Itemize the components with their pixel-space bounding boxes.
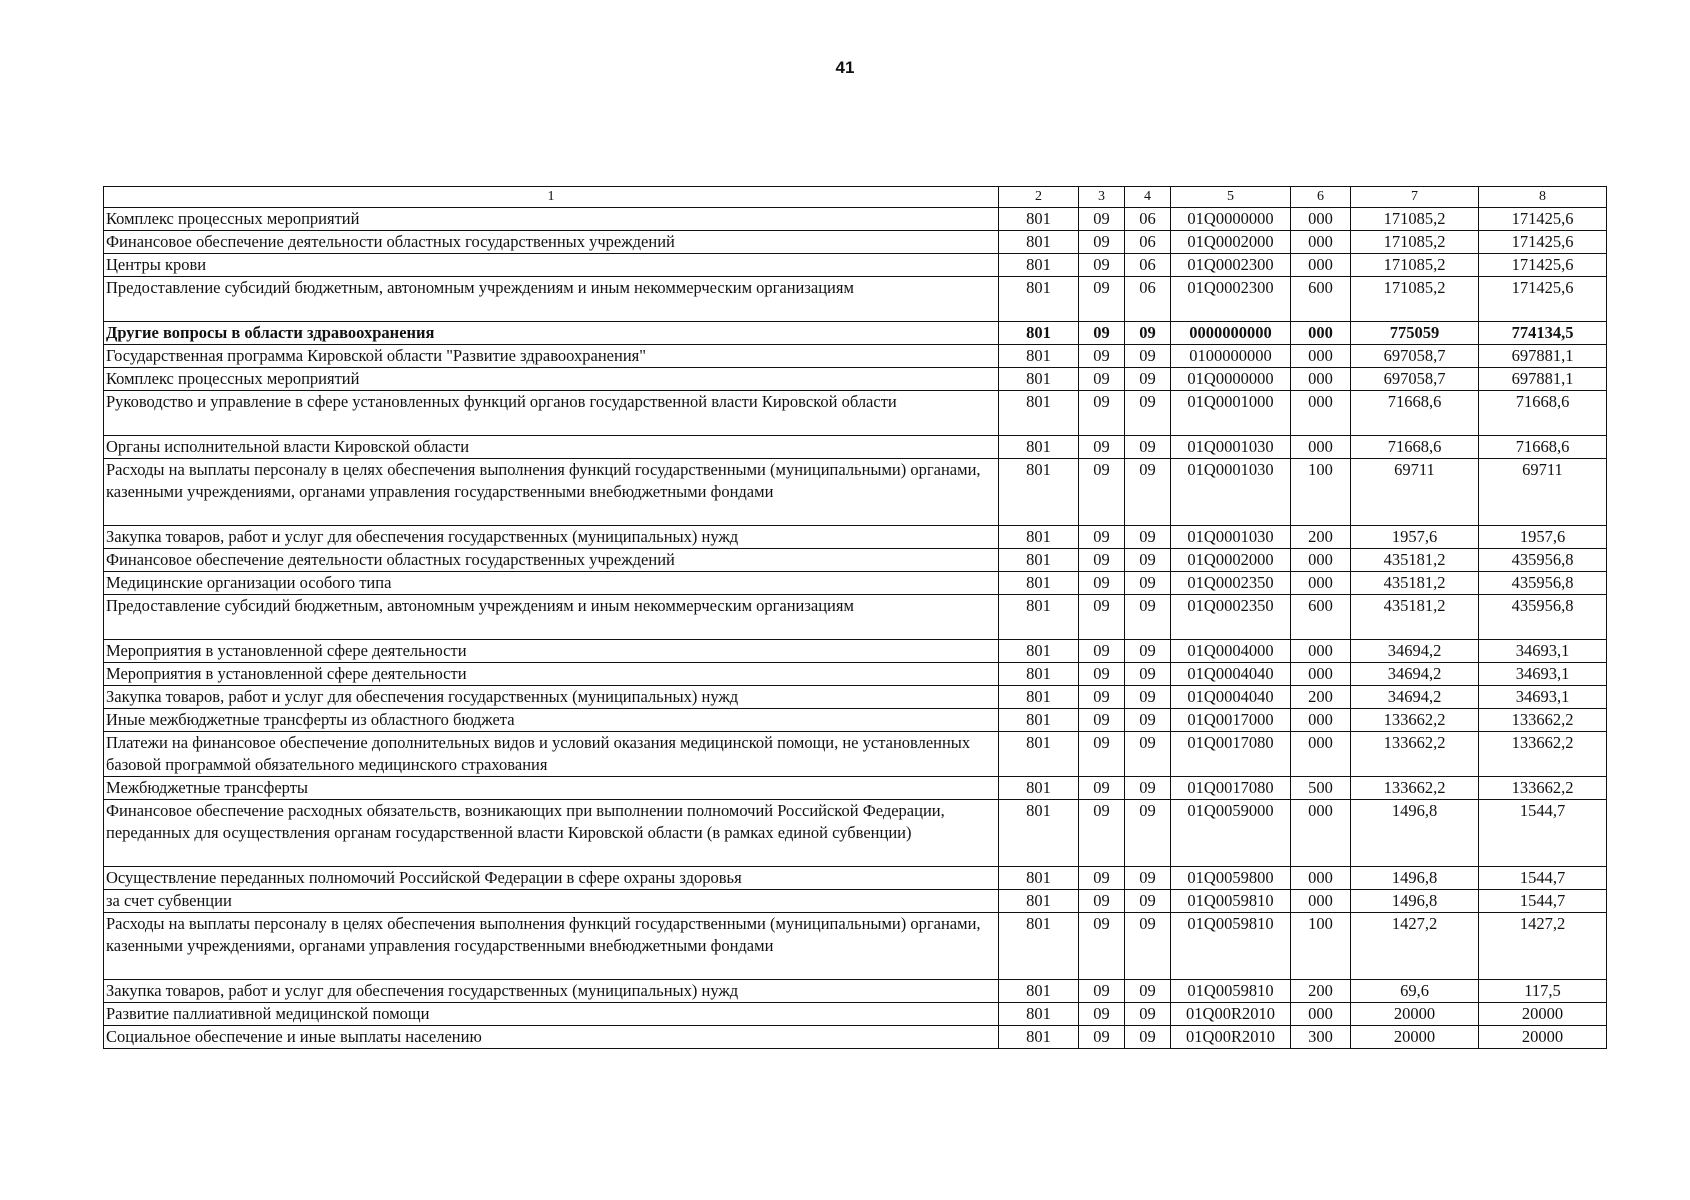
section-code-cell: 09 <box>1079 254 1125 277</box>
amount-year1-cell: 20000 <box>1351 1026 1479 1049</box>
target-article-cell: 01Q0059800 <box>1171 867 1291 890</box>
ministry-code-cell: 801 <box>999 890 1079 913</box>
expense-type-cell: 200 <box>1291 526 1351 549</box>
amount-year2-cell: 435956,8 <box>1479 549 1607 572</box>
target-article-cell: 0100000000 <box>1171 345 1291 368</box>
expense-type-cell: 000 <box>1291 709 1351 732</box>
table-header-row <box>104 187 1607 208</box>
amount-year1-cell: 133662,2 <box>1351 709 1479 732</box>
amount-year1-cell: 69,6 <box>1351 980 1479 1003</box>
ministry-code-cell: 801 <box>999 709 1079 732</box>
expense-type-cell: 000 <box>1291 867 1351 890</box>
ministry-code-cell: 801 <box>999 913 1079 980</box>
amount-year2-cell: 697881,1 <box>1479 345 1607 368</box>
section-code-cell: 09 <box>1079 867 1125 890</box>
section-code-cell: 09 <box>1079 913 1125 980</box>
amount-year2-cell: 133662,2 <box>1479 709 1607 732</box>
section-code-cell: 09 <box>1079 572 1125 595</box>
amount-year2-cell: 1544,7 <box>1479 890 1607 913</box>
ministry-code-cell: 801 <box>999 777 1079 800</box>
column-header: 5 <box>1171 187 1291 208</box>
target-article-cell: 01Q0002350 <box>1171 595 1291 640</box>
ministry-code-cell: 801 <box>999 436 1079 459</box>
expense-type-cell: 200 <box>1291 686 1351 709</box>
row-name-cell: Иные межбюджетные трансферты из областного бюджета <box>104 709 999 732</box>
amount-year1-cell: 435181,2 <box>1351 572 1479 595</box>
expense-type-cell: 600 <box>1291 595 1351 640</box>
table-row <box>104 254 1607 277</box>
table-row <box>104 368 1607 391</box>
amount-year2-cell: 171425,6 <box>1479 231 1607 254</box>
section-code-cell: 09 <box>1079 777 1125 800</box>
subsection-code-cell: 09 <box>1125 800 1171 867</box>
amount-year1-cell: 20000 <box>1351 1003 1479 1026</box>
amount-year2-cell: 171425,6 <box>1479 208 1607 231</box>
table-row <box>104 1003 1607 1026</box>
table-row <box>104 777 1607 800</box>
target-article-cell: 01Q0017080 <box>1171 732 1291 777</box>
section-code-cell: 09 <box>1079 1026 1125 1049</box>
amount-year1-cell: 1496,8 <box>1351 890 1479 913</box>
expense-type-cell: 000 <box>1291 732 1351 777</box>
table-row <box>104 436 1607 459</box>
subsection-code-cell: 09 <box>1125 526 1171 549</box>
ministry-code-cell: 801 <box>999 867 1079 890</box>
target-article-cell: 01Q0017000 <box>1171 709 1291 732</box>
page-number: 41 <box>835 58 855 77</box>
target-article-cell: 01Q0002300 <box>1171 254 1291 277</box>
target-article-cell: 01Q0017080 <box>1171 777 1291 800</box>
table-row <box>104 526 1607 549</box>
row-name-cell: Финансовое обеспечение расходных обязательств, возникающих при выполнении полномочий Российской Федерации, переданных для осуществления органам государственной власти Кировской области (в рамках единой субвенции) <box>104 800 999 867</box>
amount-year2-cell: 1544,7 <box>1479 867 1607 890</box>
ministry-code-cell: 801 <box>999 526 1079 549</box>
table-row <box>104 595 1607 640</box>
row-name-cell: Государственная программа Кировской области "Развитие здравоохранения" <box>104 345 999 368</box>
ministry-code-cell: 801 <box>999 549 1079 572</box>
row-name-cell: Платежи на финансовое обеспечение дополнительных видов и условий оказания медицинской помощи, не установленных базовой программой обязательного медицинского страхования <box>104 732 999 777</box>
section-code-cell: 09 <box>1079 345 1125 368</box>
ministry-code-cell: 801 <box>999 345 1079 368</box>
expense-type-cell: 000 <box>1291 368 1351 391</box>
section-code-cell: 09 <box>1079 800 1125 867</box>
table-row <box>104 640 1607 663</box>
subsection-code-cell: 09 <box>1125 686 1171 709</box>
expense-type-cell: 000 <box>1291 1003 1351 1026</box>
ministry-code-cell: 801 <box>999 595 1079 640</box>
subsection-code-cell: 09 <box>1125 322 1171 345</box>
section-code-cell: 09 <box>1079 686 1125 709</box>
column-header: 8 <box>1479 187 1607 208</box>
section-code-cell: 09 <box>1079 526 1125 549</box>
table-row <box>104 391 1607 436</box>
amount-year1-cell: 171085,2 <box>1351 277 1479 322</box>
table-row <box>104 686 1607 709</box>
table-row <box>104 709 1607 732</box>
section-code-cell: 09 <box>1079 890 1125 913</box>
expense-type-cell: 000 <box>1291 640 1351 663</box>
target-article-cell: 01Q0059810 <box>1171 890 1291 913</box>
expense-type-cell: 200 <box>1291 980 1351 1003</box>
section-code-cell: 09 <box>1079 980 1125 1003</box>
section-code-cell: 09 <box>1079 663 1125 686</box>
row-name-cell: Осуществление переданных полномочий Российской Федерации в сфере охраны здоровья <box>104 867 999 890</box>
amount-year2-cell: 435956,8 <box>1479 595 1607 640</box>
amount-year1-cell: 435181,2 <box>1351 595 1479 640</box>
row-name-cell: Развитие паллиативной медицинской помощи <box>104 1003 999 1026</box>
amount-year1-cell: 435181,2 <box>1351 549 1479 572</box>
ministry-code-cell: 801 <box>999 640 1079 663</box>
amount-year1-cell: 1496,8 <box>1351 800 1479 867</box>
amount-year2-cell: 117,5 <box>1479 980 1607 1003</box>
subsection-code-cell: 09 <box>1125 663 1171 686</box>
row-name-cell: Расходы на выплаты персоналу в целях обеспечения выполнения функций государственными (муниципальными) органами, казенными учреждениями, органами управления государственными внебюджетными фондами <box>104 913 999 980</box>
row-name-cell: Комплекс процессных мероприятий <box>104 208 999 231</box>
amount-year2-cell: 133662,2 <box>1479 732 1607 777</box>
section-code-cell: 09 <box>1079 231 1125 254</box>
amount-year2-cell: 34693,1 <box>1479 640 1607 663</box>
budget-table <box>103 186 1607 1049</box>
section-code-cell: 09 <box>1079 709 1125 732</box>
row-name-cell: Финансовое обеспечение деятельности областных государственных учреждений <box>104 231 999 254</box>
amount-year2-cell: 34693,1 <box>1479 686 1607 709</box>
section-code-cell: 09 <box>1079 459 1125 526</box>
subsection-code-cell: 09 <box>1125 777 1171 800</box>
row-name-cell: Мероприятия в установленной сфере деятельности <box>104 663 999 686</box>
row-name-cell: Медицинские организации особого типа <box>104 572 999 595</box>
amount-year2-cell: 71668,6 <box>1479 436 1607 459</box>
section-code-cell: 09 <box>1079 208 1125 231</box>
section-code-cell: 09 <box>1079 595 1125 640</box>
section-code-cell: 09 <box>1079 549 1125 572</box>
amount-year2-cell: 697881,1 <box>1479 368 1607 391</box>
subsection-code-cell: 06 <box>1125 231 1171 254</box>
subsection-code-cell: 09 <box>1125 890 1171 913</box>
ministry-code-cell: 801 <box>999 800 1079 867</box>
section-code-cell: 09 <box>1079 368 1125 391</box>
amount-year2-cell: 69711 <box>1479 459 1607 526</box>
target-article-cell: 01Q0004040 <box>1171 686 1291 709</box>
table-body <box>104 208 1607 1049</box>
row-name-cell: Комплекс процессных мероприятий <box>104 368 999 391</box>
target-article-cell: 01Q0004000 <box>1171 640 1291 663</box>
amount-year1-cell: 1427,2 <box>1351 913 1479 980</box>
target-article-cell: 0000000000 <box>1171 322 1291 345</box>
expense-type-cell: 600 <box>1291 277 1351 322</box>
amount-year1-cell: 69711 <box>1351 459 1479 526</box>
amount-year2-cell: 774134,5 <box>1479 322 1607 345</box>
target-article-cell: 01Q0059000 <box>1171 800 1291 867</box>
ministry-code-cell: 801 <box>999 1003 1079 1026</box>
amount-year2-cell: 171425,6 <box>1479 277 1607 322</box>
column-header: 4 <box>1125 187 1171 208</box>
subsection-code-cell: 09 <box>1125 436 1171 459</box>
expense-type-cell: 000 <box>1291 345 1351 368</box>
ministry-code-cell: 801 <box>999 572 1079 595</box>
subsection-code-cell: 09 <box>1125 345 1171 368</box>
row-name-cell: Другие вопросы в области здравоохранения <box>104 322 999 345</box>
expense-type-cell: 000 <box>1291 208 1351 231</box>
target-article-cell: 01Q00R2010 <box>1171 1003 1291 1026</box>
table-row <box>104 1026 1607 1049</box>
row-name-cell: Предоставление субсидий бюджетным, автономным учреждениям и иным некоммерческим организациям <box>104 277 999 322</box>
expense-type-cell: 000 <box>1291 391 1351 436</box>
amount-year1-cell: 171085,2 <box>1351 254 1479 277</box>
column-header: 2 <box>999 187 1079 208</box>
amount-year1-cell: 775059 <box>1351 322 1479 345</box>
row-name-cell: Социальное обеспечение и иные выплаты населению <box>104 1026 999 1049</box>
expense-type-cell: 000 <box>1291 231 1351 254</box>
target-article-cell: 01Q0002300 <box>1171 277 1291 322</box>
subsection-code-cell: 09 <box>1125 391 1171 436</box>
ministry-code-cell: 801 <box>999 322 1079 345</box>
amount-year1-cell: 71668,6 <box>1351 391 1479 436</box>
row-name-cell: Закупка товаров, работ и услуг для обеспечения государственных (муниципальных) нужд <box>104 526 999 549</box>
subsection-code-cell: 06 <box>1125 277 1171 322</box>
section-code-cell: 09 <box>1079 640 1125 663</box>
column-header: 3 <box>1079 187 1125 208</box>
amount-year1-cell: 34694,2 <box>1351 663 1479 686</box>
amount-year1-cell: 171085,2 <box>1351 208 1479 231</box>
subsection-code-cell: 09 <box>1125 980 1171 1003</box>
column-header: 6 <box>1291 187 1351 208</box>
amount-year2-cell: 435956,8 <box>1479 572 1607 595</box>
amount-year2-cell: 133662,2 <box>1479 777 1607 800</box>
subsection-code-cell: 09 <box>1125 867 1171 890</box>
subsection-code-cell: 09 <box>1125 368 1171 391</box>
row-name-cell: за счет субвенции <box>104 890 999 913</box>
amount-year2-cell: 34693,1 <box>1479 663 1607 686</box>
expense-type-cell: 000 <box>1291 254 1351 277</box>
target-article-cell: 01Q0001030 <box>1171 436 1291 459</box>
subsection-code-cell: 06 <box>1125 254 1171 277</box>
table-row <box>104 208 1607 231</box>
ministry-code-cell: 801 <box>999 732 1079 777</box>
target-article-cell: 01Q0059810 <box>1171 913 1291 980</box>
target-article-cell: 01Q0059810 <box>1171 980 1291 1003</box>
ministry-code-cell: 801 <box>999 459 1079 526</box>
ministry-code-cell: 801 <box>999 663 1079 686</box>
table-row <box>104 732 1607 777</box>
target-article-cell: 01Q0002350 <box>1171 572 1291 595</box>
row-name-cell: Центры крови <box>104 254 999 277</box>
amount-year2-cell: 20000 <box>1479 1003 1607 1026</box>
subsection-code-cell: 09 <box>1125 1026 1171 1049</box>
subsection-code-cell: 09 <box>1125 549 1171 572</box>
section-code-cell: 09 <box>1079 391 1125 436</box>
target-article-cell: 01Q0002000 <box>1171 231 1291 254</box>
table-row <box>104 459 1607 526</box>
expense-type-cell: 000 <box>1291 800 1351 867</box>
ministry-code-cell: 801 <box>999 368 1079 391</box>
expense-type-cell: 000 <box>1291 572 1351 595</box>
row-name-cell: Закупка товаров, работ и услуг для обеспечения государственных (муниципальных) нужд <box>104 980 999 1003</box>
row-name-cell: Закупка товаров, работ и услуг для обеспечения государственных (муниципальных) нужд <box>104 686 999 709</box>
expense-type-cell: 100 <box>1291 459 1351 526</box>
expense-type-cell: 000 <box>1291 322 1351 345</box>
ministry-code-cell: 801 <box>999 277 1079 322</box>
subsection-code-cell: 09 <box>1125 595 1171 640</box>
amount-year1-cell: 171085,2 <box>1351 231 1479 254</box>
table-row <box>104 663 1607 686</box>
ministry-code-cell: 801 <box>999 254 1079 277</box>
amount-year1-cell: 697058,7 <box>1351 368 1479 391</box>
subsection-code-cell: 09 <box>1125 1003 1171 1026</box>
expense-type-cell: 100 <box>1291 913 1351 980</box>
amount-year2-cell: 171425,6 <box>1479 254 1607 277</box>
amount-year1-cell: 697058,7 <box>1351 345 1479 368</box>
table-row <box>104 800 1607 867</box>
expense-type-cell: 000 <box>1291 549 1351 572</box>
row-name-cell: Межбюджетные трансферты <box>104 777 999 800</box>
target-article-cell: 01Q0001030 <box>1171 526 1291 549</box>
subsection-code-cell: 09 <box>1125 732 1171 777</box>
subsection-code-cell: 09 <box>1125 459 1171 526</box>
ministry-code-cell: 801 <box>999 1026 1079 1049</box>
amount-year2-cell: 1427,2 <box>1479 913 1607 980</box>
subsection-code-cell: 09 <box>1125 913 1171 980</box>
expense-type-cell: 000 <box>1291 663 1351 686</box>
row-name-cell: Руководство и управление в сфере установленных функций органов государственной власти Кировской области <box>104 391 999 436</box>
target-article-cell: 01Q0002000 <box>1171 549 1291 572</box>
table-row <box>104 231 1607 254</box>
section-code-cell: 09 <box>1079 322 1125 345</box>
column-header: 1 <box>104 187 999 208</box>
row-name-cell: Расходы на выплаты персоналу в целях обеспечения выполнения функций государственными (муниципальными) органами, казенными учреждениями, органами управления государственными внебюджетными фондами <box>104 459 999 526</box>
ministry-code-cell: 801 <box>999 686 1079 709</box>
row-name-cell: Органы исполнительной власти Кировской области <box>104 436 999 459</box>
amount-year1-cell: 34694,2 <box>1351 640 1479 663</box>
subsection-code-cell: 09 <box>1125 709 1171 732</box>
expense-type-cell: 000 <box>1291 890 1351 913</box>
target-article-cell: 01Q0004040 <box>1171 663 1291 686</box>
section-code-cell: 09 <box>1079 1003 1125 1026</box>
amount-year1-cell: 133662,2 <box>1351 777 1479 800</box>
table-row <box>104 867 1607 890</box>
amount-year1-cell: 133662,2 <box>1351 732 1479 777</box>
amount-year1-cell: 34694,2 <box>1351 686 1479 709</box>
expense-type-cell: 300 <box>1291 1026 1351 1049</box>
row-name-cell: Предоставление субсидий бюджетным, автономным учреждениям и иным некоммерческим организациям <box>104 595 999 640</box>
table-row <box>104 322 1607 345</box>
target-article-cell: 01Q0000000 <box>1171 368 1291 391</box>
ministry-code-cell: 801 <box>999 208 1079 231</box>
amount-year1-cell: 1496,8 <box>1351 867 1479 890</box>
subsection-code-cell: 09 <box>1125 572 1171 595</box>
table-row <box>104 277 1607 322</box>
section-code-cell: 09 <box>1079 277 1125 322</box>
table-row <box>104 572 1607 595</box>
expense-type-cell: 500 <box>1291 777 1351 800</box>
column-header: 7 <box>1351 187 1479 208</box>
section-code-cell: 09 <box>1079 732 1125 777</box>
target-article-cell: 01Q00R2010 <box>1171 1026 1291 1049</box>
row-name-cell: Финансовое обеспечение деятельности областных государственных учреждений <box>104 549 999 572</box>
ministry-code-cell: 801 <box>999 980 1079 1003</box>
amount-year2-cell: 1957,6 <box>1479 526 1607 549</box>
ministry-code-cell: 801 <box>999 391 1079 436</box>
amount-year2-cell: 20000 <box>1479 1026 1607 1049</box>
target-article-cell: 01Q0001030 <box>1171 459 1291 526</box>
table-row <box>104 549 1607 572</box>
expense-type-cell: 000 <box>1291 436 1351 459</box>
target-article-cell: 01Q0001000 <box>1171 391 1291 436</box>
table-row <box>104 345 1607 368</box>
ministry-code-cell: 801 <box>999 231 1079 254</box>
amount-year2-cell: 1544,7 <box>1479 800 1607 867</box>
table-row <box>104 980 1607 1003</box>
row-name-cell: Мероприятия в установленной сфере деятельности <box>104 640 999 663</box>
table-row <box>104 913 1607 980</box>
section-code-cell: 09 <box>1079 436 1125 459</box>
target-article-cell: 01Q0000000 <box>1171 208 1291 231</box>
amount-year1-cell: 1957,6 <box>1351 526 1479 549</box>
subsection-code-cell: 09 <box>1125 640 1171 663</box>
subsection-code-cell: 06 <box>1125 208 1171 231</box>
amount-year2-cell: 71668,6 <box>1479 391 1607 436</box>
table-row <box>104 890 1607 913</box>
amount-year1-cell: 71668,6 <box>1351 436 1479 459</box>
